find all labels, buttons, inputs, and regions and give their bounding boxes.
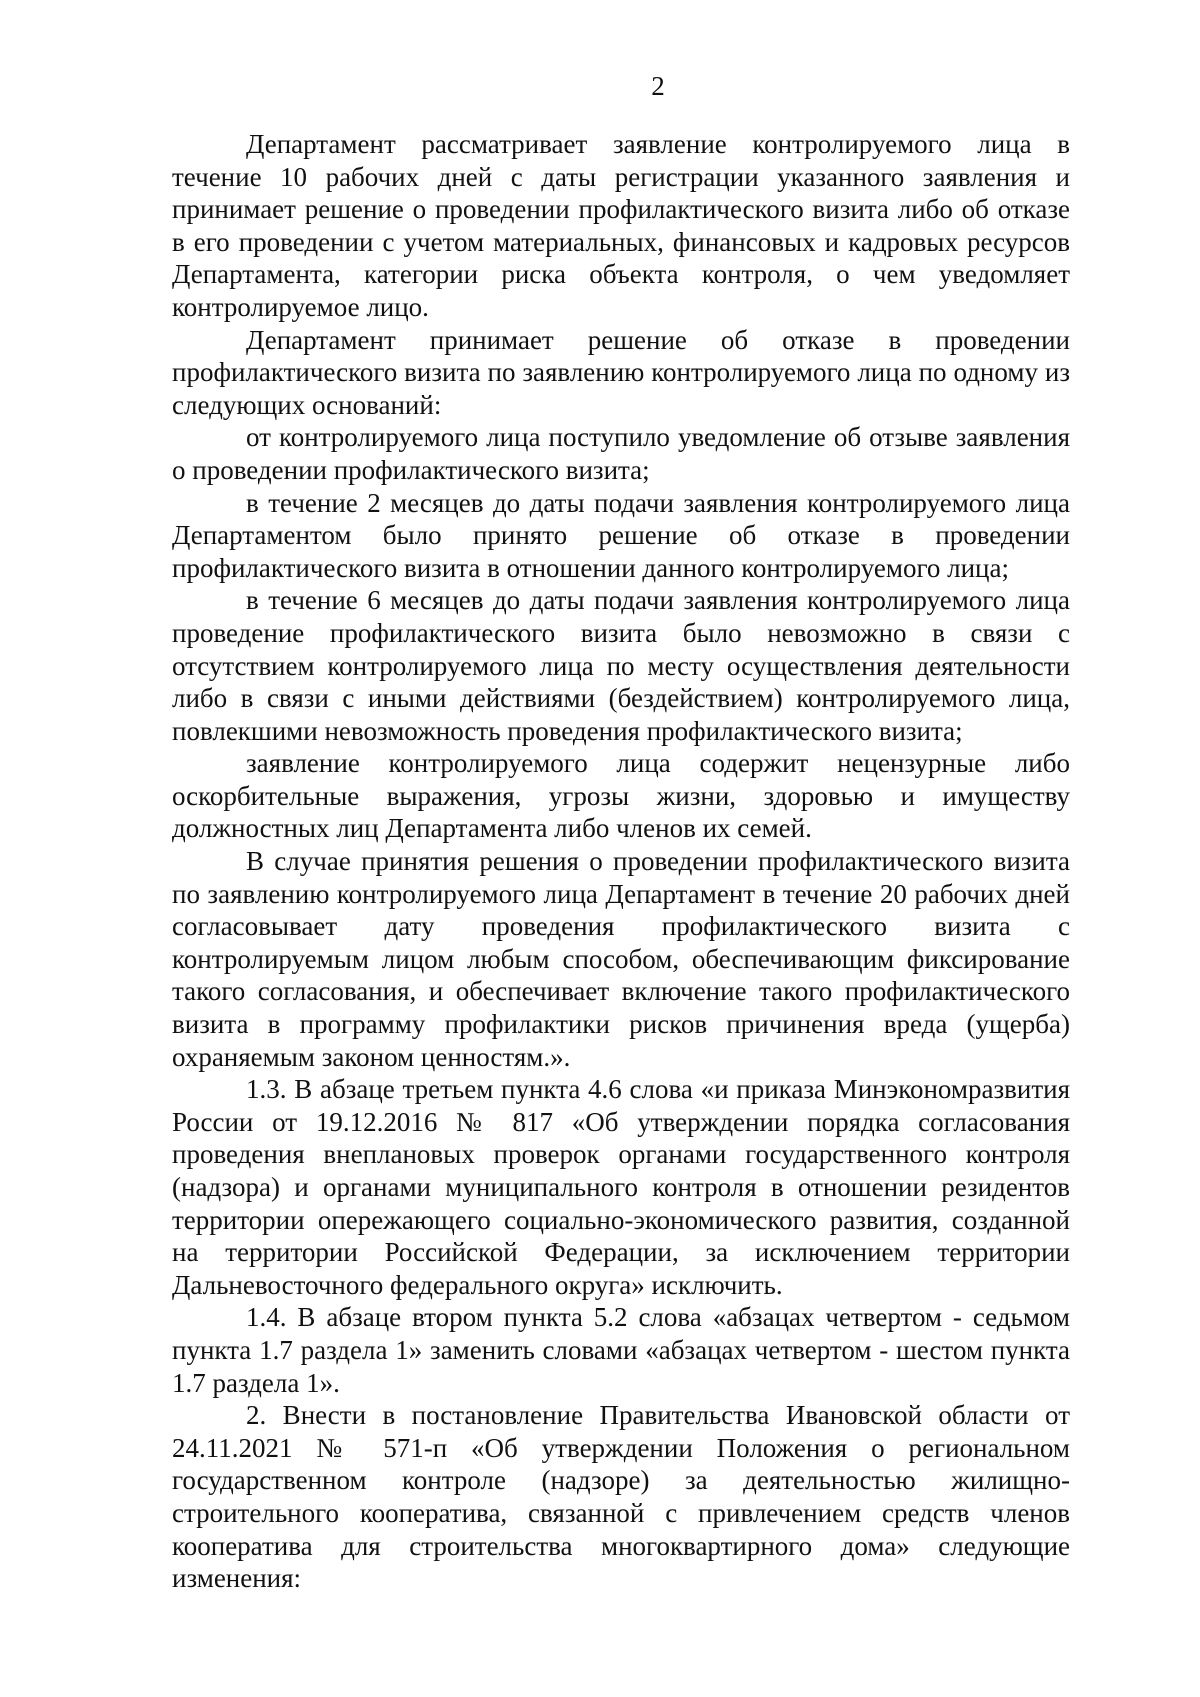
paragraph-item-1-4: 1.4. В абзаце втором пункта 5.2 слова «абзацах четвертом - седьмом пункта 1.7 раздела 1» заменить словами «абзацах четвертом - шестом пункта 1.7 раздела 1». (172, 1302, 1070, 1398)
paragraph-item-1-3: 1.3. В абзаце третьем пункта 4.6 слова «и приказа Минэкономразвития России от 19.12.2016 № 817 «Об утверждении порядка согласования проведения внеплановых проверок органами государственного контроля (надзора) и органами муниципального контроля в отношении резидентов территории опережающего социально-экономического развития, созданной на территории Российской Федерации, за исключением территории Дальневосточного федерального округа» исключить. (172, 1074, 1070, 1300)
paragraph-ground-withdrawal: от контролируемого лица поступило уведомление об отзыве заявления о проведении профилактического визита; (172, 422, 1070, 485)
paragraph-visit-approval: В случае принятия решения о проведении профилактического визита по заявлению контролируемого лица Департамент в течение 20 рабочих дней согласовывает дату проведения профилактического визита с контролируемым лицом любым способом, обеспечивающим фиксирование такого согласования, и обеспечивает включение такого профилактического визита в программу профилактики рисков причинения вреда (ущерба) охраняемым законом ценностям.». (172, 846, 1070, 1072)
paragraph-ground-prior-refusal: в течение 2 месяцев до даты подачи заявления контролируемого лица Департаментом было принято решение об отказе в проведении профилактического визита в отношении данного контролируемого лица; (172, 487, 1070, 583)
page-number: 2 (651, 71, 665, 101)
document-body (172, 128, 1070, 1595)
paragraph-refusal-grounds-intro: Департамент принимает решение об отказе в проведении профилактического визита по заявлению контролируемого лица по одному из следующих оснований: (172, 324, 1070, 420)
paragraph-review-period: Департамент рассматривает заявление контролируемого лица в течение 10 рабочих дней с даты регистрации указанного заявления и принимает решение о проведении профилактического визита либо об отказе в его проведении с учетом материальных, финансовых и кадровых ресурсов Департамента, категории риска объекта контроля, о чем уведомляет контролируемое лицо. (172, 129, 1070, 322)
paragraph-item-2: 2. Внести в постановление Правительства Ивановской области от 24.11.2021 № 571-п «Об утверждении Положения о региональном государственном контроле (надзоре) за деятельностью жилищно-строительного кооператива, связанной с привлечением средств членов кооператива для строительства многоквартирного дома» следующие изменения: (172, 1400, 1070, 1594)
paragraph-ground-impossibility: в течение 6 месяцев до даты подачи заявления контролируемого лица проведение профилактического визита было невозможно в связи с отсутствием контролируемого лица по месту осуществления деятельности либо в связи с иными действиями (бездействием) контролируемого лица, повлекшими невозможность проведения профилактического визита; (172, 585, 1070, 746)
paragraph-ground-offensive-content: заявление контролируемого лица содержит нецензурные либо оскорбительные выражения, угрозы жизни, здоровью и имуществу должностных лиц Департамента либо членов их семей. (172, 748, 1070, 844)
